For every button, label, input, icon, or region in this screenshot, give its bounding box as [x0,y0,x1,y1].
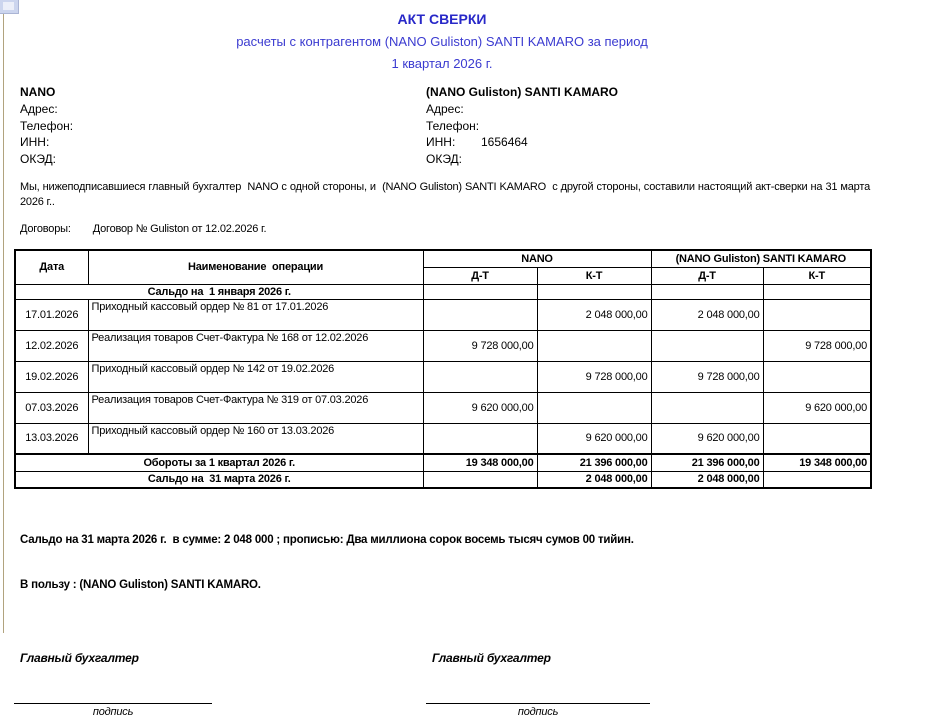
opening-nano-debit [423,284,537,299]
table-row[interactable] [15,423,871,454]
row-partner-debit[interactable]: 9 620 000,00 [651,423,763,454]
summary-block [14,503,870,623]
org-right-address-label: Адрес: [426,102,464,116]
signers-row [14,651,870,665]
row-nano-debit[interactable] [423,361,537,392]
row-date[interactable]: 17.01.2026 [15,299,88,330]
document-subtitle: расчеты с контрагентом (NANO Guliston) SANTI KAMARO за период [236,34,648,49]
closing-nano-credit: 2 048 000,00 [537,471,651,488]
in-favor-line: В пользу : (NANO Guliston) SANTI KAMARO. [20,579,261,591]
preamble-text: Мы, нижеподписавшиеся главный бухгалтер NANO с одной стороны, и (NANO Guliston) SANTI KAMARO с другой стороны, составили настоящий акт-сверки на 31 марта 2026 г.. [20,181,873,208]
row-date[interactable]: 13.03.2026 [15,423,88,454]
row-nano-credit[interactable]: 9 620 000,00 [537,423,651,454]
row-date[interactable]: 12.02.2026 [15,330,88,361]
row-partner-credit[interactable] [763,299,871,330]
row-nano-debit[interactable] [423,423,537,454]
right-signer-title: Главный бухгалтер [432,651,551,665]
summary-line: Сальдо на 31 марта 2026 г. в сумме: 2 048 000 ; прописью: Два миллиона сорок восемь тысяч сумов 00 тийин. [20,534,634,546]
closing-nano-debit [423,471,537,488]
right-signature-line [426,703,650,704]
right-signature-caption: подпись [517,706,559,718]
row-nano-debit[interactable]: 9 620 000,00 [423,392,537,423]
closing-partner-credit [763,471,871,488]
document-page [14,8,873,718]
row-nano-credit[interactable] [537,330,651,361]
org-left-inn-label: ИНН: [20,135,50,149]
reconciliation-table [14,249,872,489]
org-left-name: NANO [20,85,56,99]
org-right-oked-label: ОКЭД: [426,151,463,166]
header-group-partner: (NANO Guliston) SANTI KAMARO [651,250,871,267]
row-nano-credit[interactable] [537,392,651,423]
contracts-line [14,223,870,235]
corner-select-all-inner [3,2,14,10]
turnover-label: Обороты за 1 квартал 2026 г. [15,454,423,471]
header-partner-credit: К-Т [763,267,871,284]
contracts-label: Договоры: [20,223,71,235]
closing-balance-label: Сальдо на 31 марта 2026 г. [15,471,423,488]
right-signature-area [426,703,650,718]
row-partner-credit[interactable]: 9 728 000,00 [763,330,871,361]
header-operation: Наименование операции [88,250,423,284]
org-right-phone-label: Телефон: [426,118,480,133]
table-row[interactable] [15,330,871,361]
opening-partner-debit [651,284,763,299]
row-partner-debit[interactable]: 2 048 000,00 [651,299,763,330]
table-row[interactable] [15,361,871,392]
header-partner-debit: Д-Т [651,267,763,284]
organizations-block [14,85,870,167]
row-date[interactable]: 07.03.2026 [15,392,88,423]
row-partner-debit[interactable] [651,392,763,423]
org-right-inn-label: ИНН: [426,135,456,149]
org-right-inn-value: 1656464 [481,135,528,149]
row-partner-debit[interactable] [651,330,763,361]
row-partner-debit[interactable]: 9 728 000,00 [651,361,763,392]
header-date: Дата [15,250,88,284]
row-operation[interactable]: Приходный кассовый ордер № 142 от 19.02.2026 [88,361,423,392]
row-operation[interactable]: Реализация товаров Счет-Фактура № 168 от 12.02.2026 [88,330,423,361]
left-signature-area [14,703,426,718]
table-header-group-row [15,250,871,267]
header-nano-debit: Д-Т [423,267,537,284]
org-left-phone-label: Телефон: [20,118,74,133]
row-nano-debit[interactable] [423,299,537,330]
org-right-block [426,85,838,167]
opening-balance-label: Сальдо на 1 января 2026 г. [15,284,423,299]
contracts-value: Договор № Guliston от 12.02.2026 г. [92,223,267,235]
opening-partner-credit [763,284,871,299]
table-row[interactable] [15,392,871,423]
opening-balance-row [15,284,871,299]
document-period: 1 квартал 2026 г. [391,56,493,71]
opening-nano-credit [537,284,651,299]
row-operation[interactable]: Приходный кассовый ордер № 160 от 13.03.2026 [88,423,423,454]
header-nano-credit: К-Т [537,267,651,284]
turnover-nano-debit: 19 348 000,00 [423,454,537,471]
header-group-nano: NANO [423,250,651,267]
row-nano-credit[interactable]: 9 728 000,00 [537,361,651,392]
left-signature-line [14,703,212,704]
row-operation[interactable]: Приходный кассовый ордер № 81 от 17.01.2026 [88,299,423,330]
org-left-block [14,85,426,167]
signature-lines-row [14,703,870,718]
row-operation[interactable]: Реализация товаров Счет-Фактура № 319 от 07.03.2026 [88,392,423,423]
row-nano-credit[interactable]: 2 048 000,00 [537,299,651,330]
row-date[interactable]: 19.02.2026 [15,361,88,392]
turnover-partner-credit: 19 348 000,00 [763,454,871,471]
row-partner-credit[interactable]: 9 620 000,00 [763,392,871,423]
table-row[interactable] [15,299,871,330]
row-partner-credit[interactable] [763,423,871,454]
document-title: АКТ СВЕРКИ [397,11,487,27]
turnover-nano-credit: 21 396 000,00 [537,454,651,471]
org-left-oked-label: ОКЭД: [20,151,57,166]
page-margin-line [3,14,4,633]
left-signer-title: Главный бухгалтер [20,651,139,665]
closing-balance-row [15,471,871,488]
turnover-row [15,454,871,471]
left-signature-caption: подпись [92,706,134,718]
row-partner-credit[interactable] [763,361,871,392]
turnover-partner-debit: 21 396 000,00 [651,454,763,471]
org-left-address-label: Адрес: [20,102,58,116]
row-nano-debit[interactable]: 9 728 000,00 [423,330,537,361]
org-right-name: (NANO Guliston) SANTI KAMARO [426,85,618,99]
closing-partner-debit: 2 048 000,00 [651,471,763,488]
